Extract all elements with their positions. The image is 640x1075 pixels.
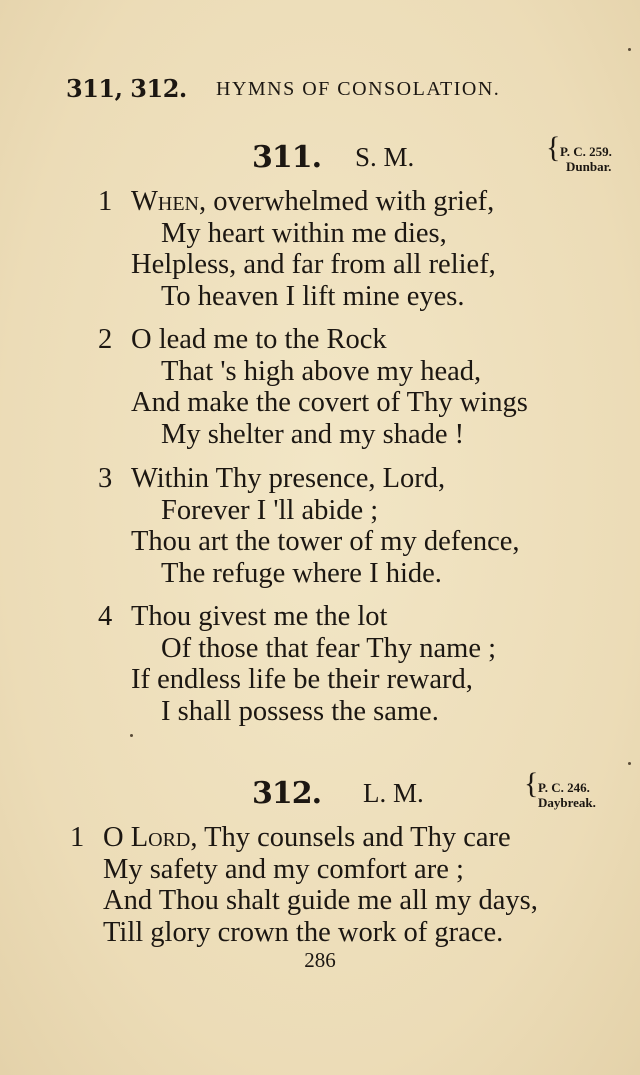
tune-ref-name: Daybreak. — [538, 795, 596, 810]
verse-line — [98, 601, 496, 633]
brace-glyph: { — [546, 131, 561, 164]
paper-speck — [130, 734, 133, 737]
hymn-meter: S. M. — [355, 142, 415, 172]
brace-glyph: { — [524, 767, 539, 800]
hymn-311-heading — [252, 131, 640, 180]
tune-reference — [546, 131, 612, 174]
first-word-small-caps: Lord, — [130, 822, 198, 853]
verse-line — [98, 463, 520, 495]
first-line: Within Thy presence, Lord, — [131, 463, 446, 494]
verse-line: My shelter and my shade ! — [161, 418, 465, 450]
paper-speck — [628, 48, 631, 51]
first-word-small-caps: When, — [131, 186, 207, 217]
verse-line — [98, 324, 528, 356]
tune-ref-name: Dunbar. — [566, 159, 612, 174]
hymn-311-verse-4 — [98, 601, 496, 727]
hymn-311-verse-2 — [98, 324, 528, 450]
hymn-meter: L. M. — [363, 778, 424, 808]
verse-number: 1 — [70, 822, 85, 853]
tune-reference — [524, 767, 596, 810]
verse-line: Thou art the tower of my defence, — [131, 526, 520, 557]
verse-line: Forever I 'll abide ; — [161, 494, 379, 526]
hymn-312-heading — [252, 767, 640, 816]
verse-number: 4 — [98, 601, 113, 632]
verse-line — [98, 186, 496, 218]
running-head-title: HYMNS OF CONSOLATION. — [216, 78, 501, 100]
running-head-hymn-numbers: 311, 312. — [66, 74, 187, 103]
verse-line: The refuge where I hide. — [161, 557, 442, 589]
verse-number: 2 — [98, 324, 113, 355]
first-line: O lead me to the Rock — [131, 324, 387, 355]
verse-line: And make the covert of Thy wings — [131, 387, 528, 418]
verse-line: That 's high above my head, — [161, 355, 482, 387]
verse-line: If endless life be their reward, — [131, 664, 473, 695]
verse-number: 1 — [98, 186, 113, 217]
tune-ref-collection: P. C. 259. — [560, 144, 612, 159]
verse-line: I shall possess the same. — [161, 695, 439, 727]
running-head — [66, 74, 566, 108]
tune-ref-collection: P. C. 246. — [538, 780, 590, 795]
verse-line: Till glory crown the work of grace. — [103, 916, 504, 948]
verse-line: My safety and my comfort are ; — [103, 853, 464, 885]
hymn-311-verse-3 — [98, 463, 520, 589]
first-line-rest: Thy counsels and Thy care — [197, 822, 511, 853]
first-word-prefix: O — [103, 822, 131, 853]
first-line: Thou givest me the lot — [131, 601, 388, 632]
verse-line: And Thou shalt guide me all my days, — [103, 885, 538, 916]
verse-line: My heart within me dies, — [161, 217, 447, 249]
hymn-312-verse-1 — [70, 822, 538, 948]
verse-line — [70, 822, 538, 854]
verse-line: Of those that fear Thy name ; — [161, 632, 497, 664]
hymn-number: 312. — [252, 776, 322, 811]
verse-line: To heaven I lift mine eyes. — [161, 280, 465, 312]
first-line-rest: overwhelmed with grief, — [206, 186, 495, 217]
hymn-number: 311. — [252, 140, 322, 175]
hymn-311-verse-1 — [98, 186, 496, 312]
paper-speck — [628, 762, 631, 765]
page-number: 286 — [304, 948, 336, 972]
verse-line: Helpless, and far from all relief, — [131, 249, 496, 280]
verse-number: 3 — [98, 463, 113, 494]
